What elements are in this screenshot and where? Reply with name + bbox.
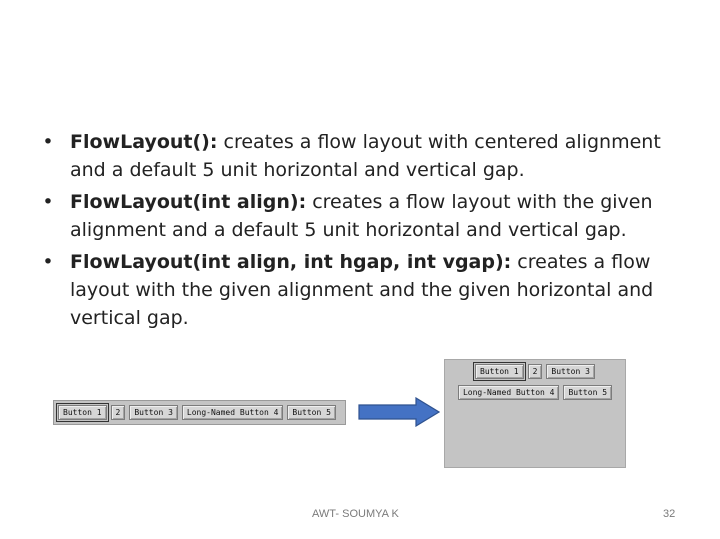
demo-button-2[interactable]: 2 [528, 364, 543, 379]
right-arrow-icon [358, 397, 440, 427]
demo-button-5[interactable]: Button 5 [287, 405, 336, 420]
bullet-term: FlowLayout(int align): [70, 191, 307, 213]
demo-button-4[interactable]: Long-Named Button 4 [458, 385, 560, 400]
demo-button-1[interactable]: Button 1 [58, 405, 107, 420]
bullet-dot: • [42, 191, 54, 213]
flow-line-1 [445, 364, 625, 379]
demo-button-3[interactable]: Button 3 [129, 405, 178, 420]
bullet-term: FlowLayout(int align, int hgap, int vgap): [70, 251, 512, 273]
single-row-flow-demo [53, 400, 346, 425]
bullet-text: creates a flow layout with the given alignment and the given horizontal and vertical gap. [70, 251, 654, 329]
demo-button-4[interactable]: Long-Named Button 4 [182, 405, 284, 420]
bullet-term: FlowLayout(): [70, 131, 218, 153]
bullet-list [38, 128, 688, 336]
bullet-dot: • [42, 131, 54, 153]
bullet-item [38, 188, 688, 244]
flow-line-2 [445, 385, 625, 400]
page-number: 32 [663, 508, 676, 520]
bullet-dot: • [42, 251, 54, 273]
bullet-item [38, 128, 688, 184]
bullet-text: creates a flow layout with centered alignment and a default 5 unit horizontal and vertical gap. [70, 131, 661, 181]
bullet-text: creates a flow layout with the given alignment and a default 5 unit horizontal and vertical gap. [70, 191, 653, 241]
demo-button-1[interactable]: Button 1 [475, 364, 524, 379]
footer-author: AWT- SOUMYA K [312, 508, 399, 520]
demo-button-5[interactable]: Button 5 [563, 385, 612, 400]
demo-button-2[interactable]: 2 [111, 405, 126, 420]
demo-button-3[interactable]: Button 3 [546, 364, 595, 379]
bullet-item [38, 248, 688, 332]
wrapped-flow-demo [444, 359, 626, 468]
